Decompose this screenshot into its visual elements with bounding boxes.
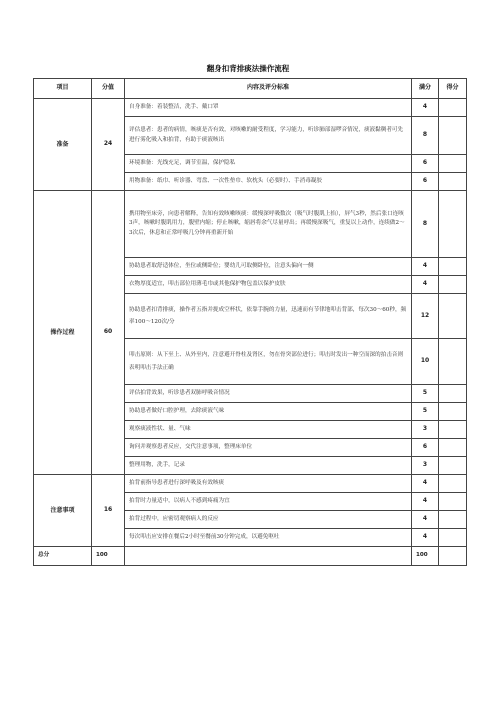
total-label: 总分 (34, 547, 92, 566)
row-content: 拍背时力量适中，以病人不感到疼痛为宜 (125, 493, 412, 511)
row-got[interactable] (439, 385, 467, 403)
row-content: 自身准备：着装整洁，洗手、戴口罩 (125, 99, 412, 117)
row-got[interactable] (439, 511, 467, 529)
row-content: 协助患者取舒适体位，坐位或侧卧位；婴幼儿可取侧卧位，注意头偏向一侧 (125, 258, 412, 276)
total-score: 100 (92, 547, 125, 566)
row-content: 用物准备：纸巾、听诊器、弯盘、一次性垫巾、软枕头（必要时）、手消毒凝胶 (125, 173, 412, 191)
row-got[interactable] (439, 276, 467, 294)
row-content: 拍背过程中，应密切观察病人的反应 (125, 511, 412, 529)
row-got[interactable] (439, 493, 467, 511)
page-title: 翻身扣背排痰法操作流程 (206, 64, 290, 73)
row-full: 12 (412, 294, 439, 339)
row-content: 评估患者：患者的病情，咳痰是否有效，对咳嗽的耐受程度，学习能力，听诊肺部湿啰音情况，痰液黏稠者可先进行雾化吸入和拍背，有助于痰液咳出 (125, 117, 412, 155)
row-content: 环境准备：光线充足，调节室温，保护隐私 (125, 155, 412, 173)
row-content: 询问并观察患者反应，交代注意事项，整理床单位 (125, 439, 412, 457)
total-got[interactable] (439, 547, 467, 566)
section-name: 注意事项 (34, 475, 92, 547)
row-got[interactable] (439, 457, 467, 475)
row-got[interactable] (439, 403, 467, 421)
row-got[interactable] (439, 294, 467, 339)
row-full: 3 (412, 421, 439, 439)
row-full: 4 (412, 511, 439, 529)
row-full: 8 (412, 117, 439, 155)
row-full: 8 (412, 191, 439, 258)
row-full: 6 (412, 439, 439, 457)
row-full: 4 (412, 258, 439, 276)
row-content: 整理用物，洗手，记录 (125, 457, 412, 475)
row-content: 每次叩击应安排在餐后2小时至餐前30分钟完成，以避免呕吐 (125, 529, 412, 547)
row-content: 拍背前指导患者进行深呼吸及有效咳痰 (125, 475, 412, 493)
row-got[interactable] (439, 173, 467, 191)
row-content: 协助患者扣背排痰，操作者五指并拢成空杯状，依靠手腕的力量，迅速而有节律地叩击背部，每次30～60秒，频率100～120次/分 (125, 294, 412, 339)
row-full: 5 (412, 403, 439, 421)
row-content: 衣物厚度适宜，叩击部位用薄毛巾或其他保护物包盖以保护皮肤 (125, 276, 412, 294)
row-got[interactable] (439, 339, 467, 385)
header-got: 得分 (439, 79, 467, 99)
row-content: 叩击原则：从下至上、从外至内，注意避开脊柱及肾区，勿在骨突部位进行；叩击时发出一种空而深的拍击音则表明叩击手法正确 (125, 339, 412, 385)
table-row (34, 191, 467, 258)
row-got[interactable] (439, 117, 467, 155)
row-full: 6 (412, 173, 439, 191)
row-full: 4 (412, 276, 439, 294)
row-content: 评估拍背效果，听诊患者双肺呼吸音情况 (125, 385, 412, 403)
section-name: 操作过程 (34, 191, 92, 475)
section-score: 60 (92, 191, 125, 475)
row-got[interactable] (439, 191, 467, 258)
section-score: 16 (92, 475, 125, 547)
row-got[interactable] (439, 439, 467, 457)
scoring-table (33, 78, 467, 566)
row-full: 3 (412, 457, 439, 475)
row-got[interactable] (439, 99, 467, 117)
row-got[interactable] (439, 529, 467, 547)
row-got[interactable] (439, 475, 467, 493)
row-content: 协助患者做好口腔护理，去除痰液气味 (125, 403, 412, 421)
header-score: 分值 (92, 79, 125, 99)
total-content (125, 547, 412, 566)
header-full: 满分 (412, 79, 439, 99)
total-row (34, 547, 467, 566)
header-content: 内容及评分标准 (125, 79, 412, 99)
section-score: 24 (92, 99, 125, 191)
row-full: 10 (412, 339, 439, 385)
row-got[interactable] (439, 155, 467, 173)
row-got[interactable] (439, 421, 467, 439)
table-row (34, 99, 467, 117)
row-full: 4 (412, 529, 439, 547)
row-full: 4 (412, 475, 439, 493)
header-row (34, 79, 467, 99)
row-full: 6 (412, 155, 439, 173)
row-content: 观察痰液性状、量、气味 (125, 421, 412, 439)
row-content: 携用物至床旁，向患者解释，告知有效咳嗽咳痰：缓慢深呼吸数次（吸气时腹肌上抬），屏气3秒，然后张口连咳3声，咳嗽时腹肌用力，腹壁内缩；停止咳嗽，缩唇将余气尽量呼出；再缓慢深吸气，重复以上动作，连续做2～3次后，休息和正常呼吸几分钟再重新开始 (125, 191, 412, 258)
row-full: 4 (412, 493, 439, 511)
header-item: 项目 (34, 79, 92, 99)
section-name: 准备 (34, 99, 92, 191)
row-full: 4 (412, 99, 439, 117)
total-full: 100 (412, 547, 439, 566)
row-got[interactable] (439, 258, 467, 276)
row-full: 5 (412, 385, 439, 403)
table-row (34, 475, 467, 493)
